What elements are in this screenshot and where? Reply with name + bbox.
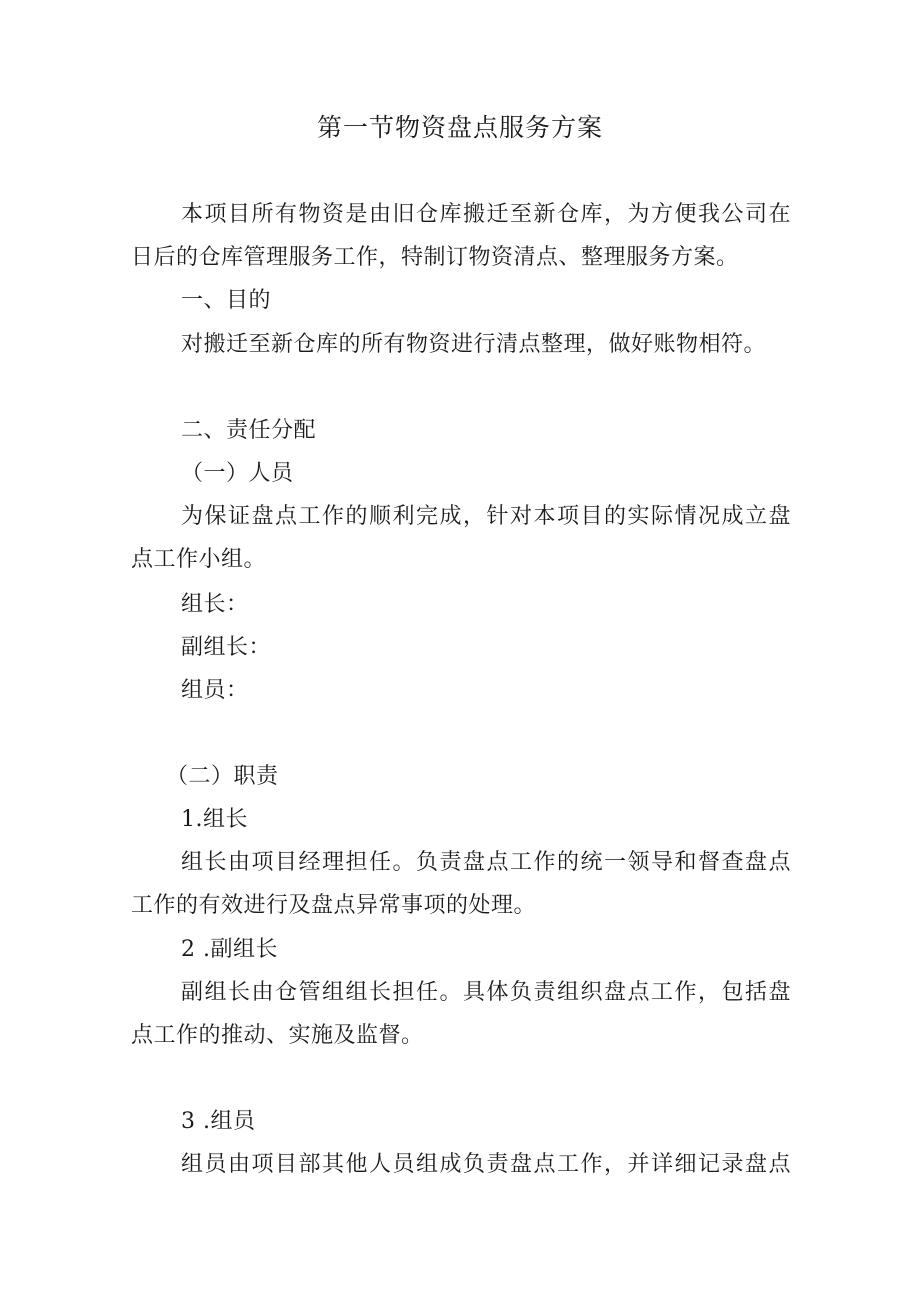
document-title: 第一节物资盘点服务方案 <box>316 113 603 142</box>
role-label: 副组长： <box>181 635 272 660</box>
section-heading: 一、目的 <box>181 288 272 313</box>
paragraph-line: 组员由项目部其他人员组成负责盘点工作，并详细记录盘点 <box>181 1152 791 1177</box>
section-heading: 二、责任分配 <box>181 418 317 443</box>
paragraph-line: 为保证盘点工作的顺利完成，针对本项目的实际情况成立盘 <box>181 504 791 529</box>
subsection-heading: （二）职责 <box>166 764 279 789</box>
paragraph-line: 对搬迁至新仓库的所有物资进行清点整理，做好账物相符。 <box>181 332 767 357</box>
paragraph-line: 点工作的推动、实施及监督。 <box>131 1023 424 1048</box>
role-label: 组长： <box>181 592 249 617</box>
paragraph-line: 日后的仓库管理服务工作，特制订物资清点、整理服务方案。 <box>131 245 739 270</box>
paragraph-line: 副组长由仓管组组长担任。具体负责组织盘点工作，包括盘 <box>181 980 791 1005</box>
subsection-heading: （一）人员 <box>181 461 294 486</box>
role-label: 组员： <box>181 678 249 703</box>
item-heading: 3 .组员 <box>181 1109 256 1134</box>
paragraph-line: 组长由项目经理担任。负责盘点工作的统一领导和督查盘点 <box>181 850 791 875</box>
paragraph-line: 工作的有效进行及盘点异常事项的处理。 <box>131 893 537 918</box>
paragraph-line: 点工作小组。 <box>131 547 267 572</box>
item-heading: 2 .副组长 <box>181 937 278 962</box>
item-heading: 1.组长 <box>181 807 248 832</box>
paragraph-line: 本项目所有物资是由旧仓库搬迁至新仓库，为方便我公司在 <box>181 202 791 227</box>
